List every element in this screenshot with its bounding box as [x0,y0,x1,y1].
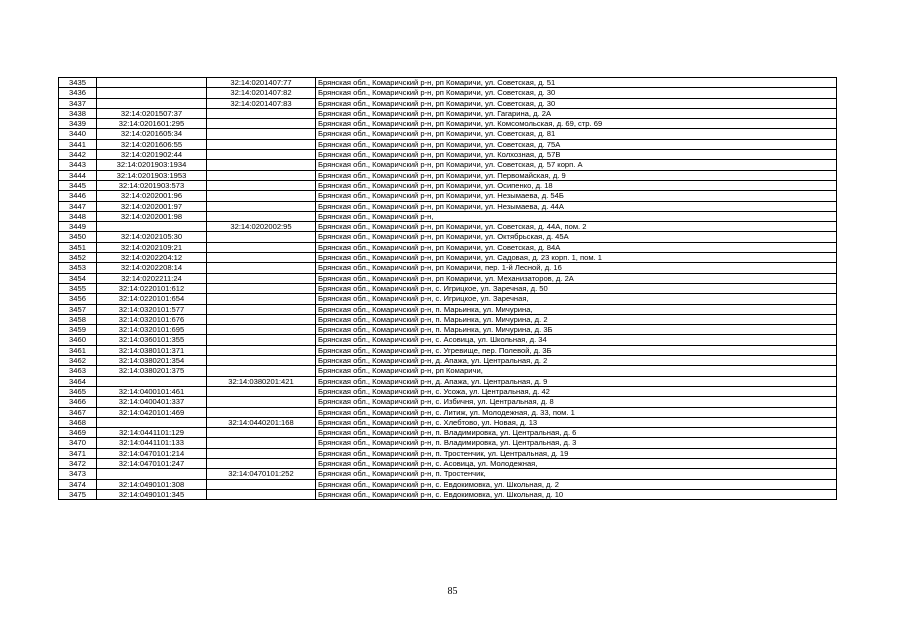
table-row [59,314,837,324]
cadastral-number-cell: 32:14:0441101:129 [97,428,207,438]
address-cell: Брянская обл., Комаричский р-н, рп Комаричи, ул. Советская, д. 81 [316,129,837,139]
address-cell: Брянская обл., Комаричский р-н, рп Комаричи, [316,366,837,376]
address-cell: Брянская обл., Комаричский р-н, с. Игрицкое, ул. Заречная, д. 50 [316,283,837,293]
cadastral-number-cell [97,78,207,88]
cadastral-number-cell: 32:14:0220101:612 [97,283,207,293]
cadastral-number-alt-cell: 32:14:0380201:421 [207,376,316,386]
address-cell: Брянская обл., Комаричский р-н, рп Комаричи, ул. Советская, д. 84А [316,242,837,252]
address-cell: Брянская обл., Комаричский р-н, п. Владимировка, ул. Центральная, д. 6 [316,428,837,438]
table-row [59,458,837,468]
cadastral-number-alt-cell [207,273,316,283]
row-number-cell: 3463 [59,366,97,376]
address-cell: Брянская обл., Комаричский р-н, п. Тростенчик, [316,469,837,479]
table-row [59,294,837,304]
address-cell: Брянская обл., Комаричский р-н, с. Асовица, ул. Молодежная, [316,458,837,468]
row-number-cell: 3469 [59,428,97,438]
cadastral-number-alt-cell: 32:14:0201407:83 [207,98,316,108]
row-number-cell: 3461 [59,345,97,355]
table-row [59,211,837,221]
row-number-cell: 3467 [59,407,97,417]
address-cell: Брянская обл., Комаричский р-н, с. Евдокимовка, ул. Школьная, д. 2 [316,479,837,489]
address-cell: Брянская обл., Комаричский р-н, [316,211,837,221]
cadastral-number-alt-cell [207,438,316,448]
cadastral-number-alt-cell [207,397,316,407]
address-cell: Брянская обл., Комаричский р-н, рп Комаричи, ул. Советская, д. 57 корп. А [316,160,837,170]
address-cell: Брянская обл., Комаричский р-н, п. Владимировка, ул. Центральная, д. 3 [316,438,837,448]
table-row [59,356,837,366]
row-number-cell: 3453 [59,263,97,273]
table-row [59,119,837,129]
cadastral-number-cell [97,376,207,386]
cadastral-number-cell: 32:14:0202208:14 [97,263,207,273]
table-row [59,366,837,376]
cadastral-number-cell: 32:14:0201903:1953 [97,170,207,180]
table-row [59,283,837,293]
table-row [59,139,837,149]
address-cell: Брянская обл., Комаричский р-н, п. Тростенчик, ул. Центральная, д. 19 [316,448,837,458]
table-row [59,78,837,88]
address-cell: Брянская обл., Комаричский р-н, рп Комаричи, ул. Первомайская, д. 9 [316,170,837,180]
address-cell: Брянская обл., Комаричский р-н, д. Апажа, ул. Центральная, д. 2 [316,356,837,366]
cadastral-number-cell: 32:14:0490101:308 [97,479,207,489]
row-number-cell: 3448 [59,211,97,221]
address-cell: Брянская обл., Комаричский р-н, п. Марьинка, ул. Мичурина, [316,304,837,314]
row-number-cell: 3454 [59,273,97,283]
address-cell: Брянская обл., Комаричский р-н, рп Комаричи, ул. Комсомольская, д. 69, стр. 69 [316,119,837,129]
row-number-cell: 3436 [59,88,97,98]
cadastral-number-cell: 32:14:0320101:676 [97,314,207,324]
table-row [59,428,837,438]
address-cell: Брянская обл., Комаричский р-н, п. Марьинка, ул. Мичурина, д. 2 [316,314,837,324]
row-number-cell: 3439 [59,119,97,129]
cadastral-number-cell: 32:14:0490101:345 [97,489,207,499]
cadastral-number-alt-cell [207,356,316,366]
cadastral-number-cell: 32:14:0201601:295 [97,119,207,129]
table-row [59,98,837,108]
cadastral-number-cell: 32:14:0420101:469 [97,407,207,417]
row-number-cell: 3441 [59,139,97,149]
row-number-cell: 3466 [59,397,97,407]
row-number-cell: 3442 [59,150,97,160]
table-row [59,417,837,427]
cadastral-number-cell: 32:14:0320101:577 [97,304,207,314]
address-cell: Брянская обл., Комаричский р-н, рп Комаричи, ул. Незымаева, д. 54Б [316,191,837,201]
cadastral-number-alt-cell [207,139,316,149]
address-cell: Брянская обл., Комаричский р-н, с. Асовица, ул. Школьная, д. 34 [316,335,837,345]
cadastral-number-cell: 32:14:0400401:337 [97,397,207,407]
address-cell: Брянская обл., Комаричский р-н, с. Угревище, пер. Полевой, д. 3Б [316,345,837,355]
address-cell: Брянская обл., Комаричский р-н, рп Комаричи, ул. Гагарина, д. 2А [316,108,837,118]
cadastral-number-alt-cell: 32:14:0201407:77 [207,78,316,88]
table-row [59,170,837,180]
table-row [59,201,837,211]
cadastral-number-alt-cell [207,180,316,190]
table-row [59,263,837,273]
cadastral-number-alt-cell [207,304,316,314]
table-row [59,479,837,489]
cadastral-number-cell: 32:14:0320101:695 [97,325,207,335]
cadastral-number-alt-cell [207,325,316,335]
table-row [59,448,837,458]
cadastral-number-alt-cell: 32:14:0202002:95 [207,222,316,232]
cadastral-number-cell [97,222,207,232]
row-number-cell: 3440 [59,129,97,139]
cadastral-number-cell [97,469,207,479]
row-number-cell: 3435 [59,78,97,88]
address-cell: Брянская обл., Комаричский р-н, рп Комаричи, ул. Незымаева, д. 44А [316,201,837,211]
cadastral-number-cell: 32:14:0380201:375 [97,366,207,376]
cadastral-number-cell: 32:14:0202109:21 [97,242,207,252]
row-number-cell: 3449 [59,222,97,232]
cadastral-number-alt-cell [207,479,316,489]
cadastral-number-cell: 32:14:0470101:214 [97,448,207,458]
address-cell: Брянская обл., Комаричский р-н, рп Комаричи, пер. 1-й Лесной, д. 16 [316,263,837,273]
cadastral-number-cell: 32:14:0201903:573 [97,180,207,190]
cadastral-number-alt-cell [207,150,316,160]
row-number-cell: 3437 [59,98,97,108]
cadastral-number-alt-cell [207,108,316,118]
table-row [59,253,837,263]
cadastral-number-alt-cell [207,489,316,499]
row-number-cell: 3464 [59,376,97,386]
address-cell: Брянская обл., Комаричский р-н, с. Усожа, ул. Центральная, д. 42 [316,386,837,396]
address-cell: Брянская обл., Комаричский р-н, рп Комаричи, ул. Советская, д. 44А, пом. 2 [316,222,837,232]
table-row [59,469,837,479]
address-cell: Брянская обл., Комаричский р-н, с. Литиж, ул. Молодежная, д. 33, пом. 1 [316,407,837,417]
address-cell: Брянская обл., Комаричский р-н, рп Комаричи, ул. Механизаторов, д. 2А [316,273,837,283]
table-row [59,376,837,386]
cadastral-number-cell [97,88,207,98]
cadastral-number-alt-cell [207,335,316,345]
address-cell: Брянская обл., Комаричский р-н, рп Комаричи, ул. Осипенко, д. 18 [316,180,837,190]
cadastral-number-alt-cell [207,345,316,355]
address-cell: Брянская обл., Комаричский р-н, рп Комаричи, ул. Советская, д. 51 [316,78,837,88]
table-row [59,191,837,201]
table-body [59,78,837,500]
address-cell: Брянская обл., Комаричский р-н, с. Хлебтово, ул. Новая, д. 13 [316,417,837,427]
cadastral-number-alt-cell: 32:14:0440201:168 [207,417,316,427]
row-number-cell: 3472 [59,458,97,468]
cadastral-number-cell [97,417,207,427]
cadastral-number-alt-cell [207,314,316,324]
cadastral-number-cell [97,98,207,108]
row-number-cell: 3471 [59,448,97,458]
cadastral-number-alt-cell [207,242,316,252]
cadastral-number-cell: 32:14:0202001:98 [97,211,207,221]
row-number-cell: 3474 [59,479,97,489]
table-row [59,304,837,314]
row-number-cell: 3446 [59,191,97,201]
cadastral-number-cell: 32:14:0470101:247 [97,458,207,468]
cadastral-number-cell: 32:14:0201606:55 [97,139,207,149]
table-row [59,129,837,139]
cadastral-number-alt-cell [207,407,316,417]
address-cell: Брянская обл., Комаричский р-н, рп Комаричи, ул. Советская, д. 30 [316,88,837,98]
cadastral-number-alt-cell [207,448,316,458]
row-number-cell: 3458 [59,314,97,324]
table-row [59,407,837,417]
cadastral-number-cell: 32:14:0202001:96 [97,191,207,201]
table-row [59,335,837,345]
row-number-cell: 3473 [59,469,97,479]
cadastral-number-alt-cell [207,253,316,263]
row-number-cell: 3456 [59,294,97,304]
table-row [59,242,837,252]
cadastral-number-cell: 32:14:0202204:12 [97,253,207,263]
cadastral-number-alt-cell [207,170,316,180]
address-cell: Брянская обл., Комаричский р-н, рп Комаричи, ул. Октябрьская, д. 45А [316,232,837,242]
cadastral-number-alt-cell [207,458,316,468]
row-number-cell: 3450 [59,232,97,242]
table-row [59,325,837,335]
row-number-cell: 3475 [59,489,97,499]
table-row [59,180,837,190]
row-number-cell: 3459 [59,325,97,335]
row-number-cell: 3457 [59,304,97,314]
address-cell: Брянская обл., Комаричский р-н, с. Евдокимовка, ул. Школьная, д. 10 [316,489,837,499]
row-number-cell: 3447 [59,201,97,211]
cadastral-number-cell: 32:14:0441101:133 [97,438,207,448]
address-cell: Брянская обл., Комаричский р-н, с. Избичня, ул. Центральная, д. 8 [316,397,837,407]
cadastral-number-alt-cell [207,119,316,129]
address-cell: Брянская обл., Комаричский р-н, с. Игрицкое, ул. Заречная, [316,294,837,304]
address-cell: Брянская обл., Комаричский р-н, рп Комаричи, ул. Садовая, д. 23 корп. 1, пом. 1 [316,253,837,263]
cadastral-number-alt-cell [207,201,316,211]
table-row [59,345,837,355]
row-number-cell: 3445 [59,180,97,190]
cadastral-number-alt-cell [207,232,316,242]
cadastral-number-cell: 32:14:0201902:44 [97,150,207,160]
cadastral-number-cell: 32:14:0360101:355 [97,335,207,345]
cadastral-number-alt-cell [207,283,316,293]
table-row [59,108,837,118]
table-row [59,88,837,98]
row-number-cell: 3455 [59,283,97,293]
cadastral-number-alt-cell [207,211,316,221]
table-row [59,232,837,242]
table-row [59,489,837,499]
cadastral-number-alt-cell: 32:14:0470101:252 [207,469,316,479]
cadastral-number-cell: 32:14:0220101:654 [97,294,207,304]
cadastral-number-alt-cell [207,263,316,273]
address-cell: Брянская обл., Комаричский р-н, рп Комаричи, ул. Колхозная, д. 57В [316,150,837,160]
cadastral-number-alt-cell [207,386,316,396]
address-cell: Брянская обл., Комаричский р-н, рп Комаричи, ул. Советская, д. 75А [316,139,837,149]
cadastral-number-alt-cell [207,366,316,376]
page-number: 85 [447,586,458,597]
cadastral-number-alt-cell [207,160,316,170]
cadastral-number-cell: 32:14:0380101:371 [97,345,207,355]
cadastral-number-cell: 32:14:0201507:37 [97,108,207,118]
row-number-cell: 3451 [59,242,97,252]
cadastral-number-cell: 32:14:0201605:34 [97,129,207,139]
row-number-cell: 3470 [59,438,97,448]
table-row [59,397,837,407]
cadastral-number-alt-cell [207,428,316,438]
cadastral-number-cell: 32:14:0202105:30 [97,232,207,242]
cadastral-number-alt-cell [207,191,316,201]
row-number-cell: 3444 [59,170,97,180]
row-number-cell: 3468 [59,417,97,427]
row-number-cell: 3452 [59,253,97,263]
row-number-cell: 3465 [59,386,97,396]
table-row [59,438,837,448]
address-cell: Брянская обл., Комаричский р-н, п. Марьинка, ул. Мичурина, д. 3Б [316,325,837,335]
address-cell: Брянская обл., Комаричский р-н, д. Апажа, ул. Центральная, д. 9 [316,376,837,386]
cadastral-number-cell: 32:14:0380201:354 [97,356,207,366]
cadastral-number-cell: 32:14:0400101:461 [97,386,207,396]
cadastral-number-alt-cell: 32:14:0201407:82 [207,88,316,98]
cadastral-number-cell: 32:14:0202001:97 [97,201,207,211]
row-number-cell: 3438 [59,108,97,118]
cadastral-number-cell: 32:14:0202211:24 [97,273,207,283]
property-register-table [58,77,837,500]
cadastral-number-alt-cell [207,129,316,139]
table-row [59,222,837,232]
table-row [59,160,837,170]
table-row [59,150,837,160]
row-number-cell: 3460 [59,335,97,345]
cadastral-number-alt-cell [207,294,316,304]
row-number-cell: 3443 [59,160,97,170]
row-number-cell: 3462 [59,356,97,366]
table-row [59,273,837,283]
table-row [59,386,837,396]
address-cell: Брянская обл., Комаричский р-н, рп Комаричи, ул. Советская, д. 30 [316,98,837,108]
cadastral-number-cell: 32:14:0201903:1934 [97,160,207,170]
